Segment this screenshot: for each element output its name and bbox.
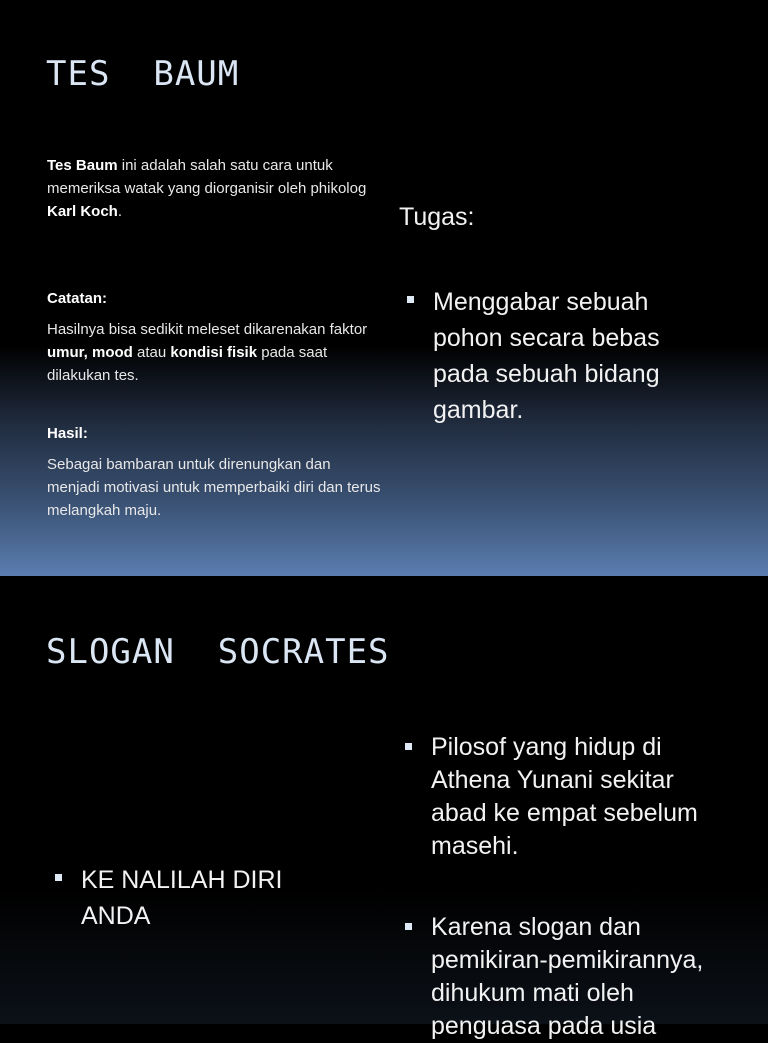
hasil-paragraph: Sebagai bambaran untuk direnungkan dan menjadi motivasi untuk memperbaiki diri dan terus melangkah maju. <box>47 456 381 519</box>
right-bullet <box>405 731 735 863</box>
tugas-label: Tugas: <box>399 203 475 231</box>
slide-title: TES BAUM <box>46 54 240 94</box>
left-bullet <box>55 862 340 934</box>
slide-title: SLOGAN SOCRATES <box>46 632 390 672</box>
intro-bold-name: Karl Koch <box>47 203 118 220</box>
catatan-paragraph: Hasilnya bisa sedikit meleset dikarenakan faktor umur, mood atau kondisi fisik pada saat dilakukan tes. <box>47 321 368 384</box>
intro-paragraph: Tes Baum ini adalah salah satu cara untuk memeriksa watak yang diorganisir oleh phikolog Karl Koch. <box>47 157 367 220</box>
tugas-bullet <box>407 284 697 428</box>
catatan-label: Catatan: <box>47 290 108 307</box>
slide-slogan-socrates <box>0 576 768 1040</box>
intro-bold-term: Tes Baum <box>47 157 118 174</box>
bullet-square-icon <box>55 874 62 881</box>
left-bullet-text: KE NALILAH DIRI ANDA <box>81 866 283 930</box>
tugas-bullet-text: Menggabar sebuah pohon secara bebas pada sebuah bidang gambar. <box>433 288 660 424</box>
right-bullet <box>405 911 735 1043</box>
hasil-label: Hasil: <box>47 425 88 442</box>
right-bullet-text: Pilosof yang hidup di Athena Yunani sekitar abad ke empat sebelum masehi. <box>431 733 698 860</box>
bullet-square-icon <box>405 923 412 930</box>
right-bullet-text: Karena slogan dan pemikiran-pemikirannya, dihukum mati oleh penguasa pada usia <box>431 913 704 1040</box>
bullet-square-icon <box>407 296 414 303</box>
bullet-square-icon <box>405 743 412 750</box>
